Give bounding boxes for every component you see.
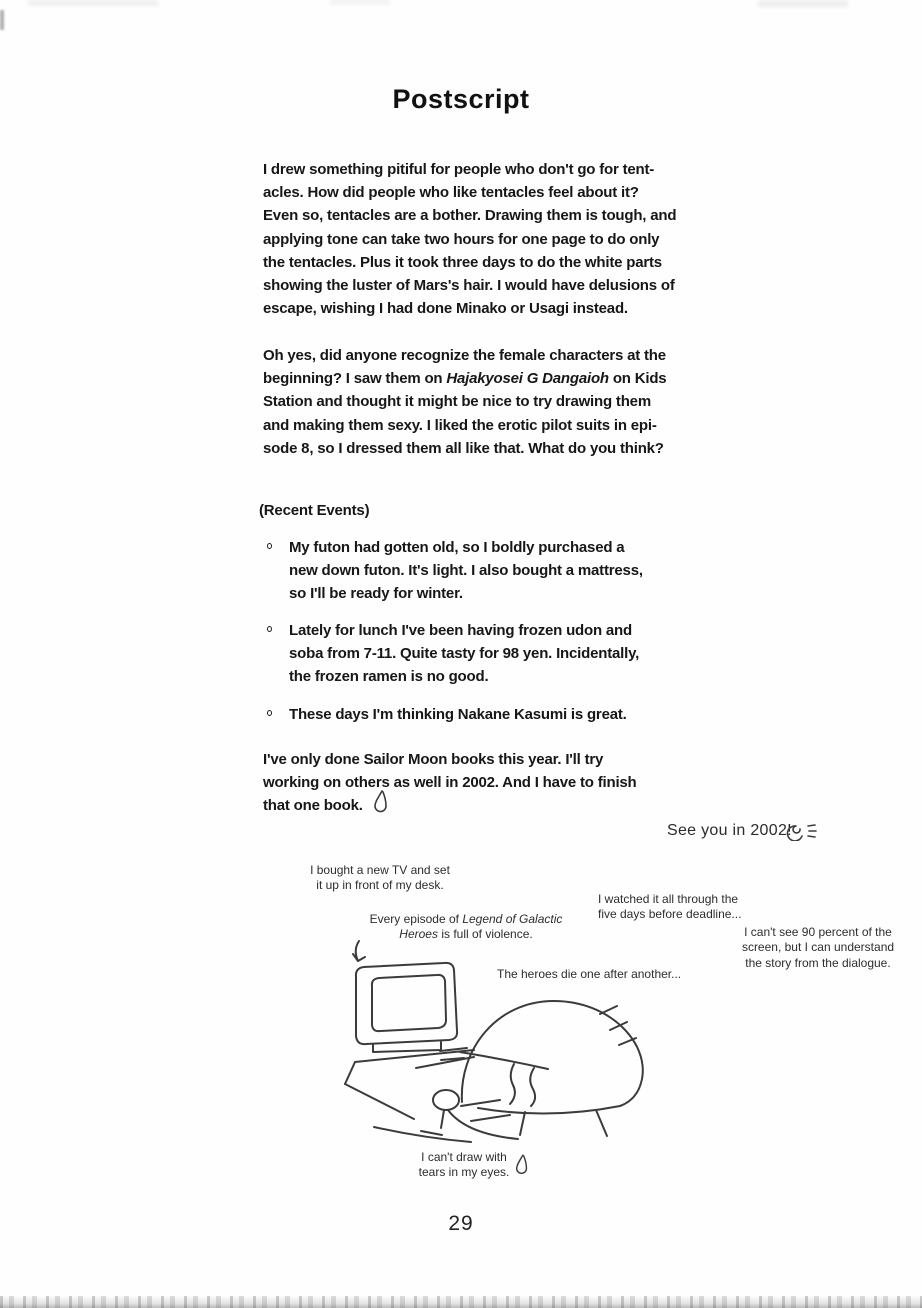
caption-tears bbox=[404, 1150, 524, 1181]
text-line: the tentacles. Plus it took three days to do the white parts bbox=[263, 253, 662, 271]
text-line: it up in front of my desk. bbox=[316, 878, 444, 893]
bullet-circle-icon bbox=[267, 710, 272, 716]
tv-sketch bbox=[356, 963, 457, 1052]
text-line: I've only done Sailor Moon books this year. I'll try bbox=[263, 751, 604, 768]
text-line: sode 8, so I dressed them all like that. What do you think? bbox=[263, 439, 664, 457]
text-line: that one book. bbox=[263, 797, 363, 815]
scan-smudge-top-center bbox=[330, 0, 390, 4]
bullet-lunch bbox=[289, 619, 639, 689]
text-line: new down futon. It's light. I also bought a mattress, bbox=[289, 562, 643, 580]
text-line: I bought a new TV and set bbox=[310, 863, 450, 877]
text-line: the story from the dialogue. bbox=[745, 955, 891, 970]
sweat-drop-icon bbox=[372, 789, 390, 813]
text-line: escape, wishing I had done Minako or Usagi instead. bbox=[263, 300, 628, 318]
paragraph-dangaioh bbox=[263, 344, 666, 460]
closing-signoff: See you in 2002! bbox=[667, 822, 792, 839]
text-segment: on Kids bbox=[608, 370, 667, 388]
bullet-circle-icon bbox=[267, 543, 272, 549]
text-line: Even so, tentacles are a bother. Drawing them is tough, and bbox=[263, 207, 677, 225]
tv-desk-artist-sketch bbox=[328, 938, 678, 1153]
text-line: I can't draw with bbox=[421, 1150, 507, 1164]
text-line: working on others as well in 2002. And I have to finish bbox=[263, 774, 637, 792]
text-line: tears in my eyes. bbox=[418, 1165, 510, 1180]
text-line: I can't see 90 percent of the bbox=[744, 925, 892, 939]
text-line: I watched it all through the bbox=[598, 892, 739, 906]
bullet-kasumi bbox=[289, 703, 627, 726]
scan-smudge-top-right bbox=[758, 0, 848, 7]
text-line: acles. How did people who like tentacles feel about it? bbox=[263, 184, 639, 202]
title-italic: Heroes bbox=[399, 927, 438, 942]
scan-mark-left-edge bbox=[0, 10, 4, 30]
artist-head-sketch bbox=[440, 1001, 643, 1136]
text-line bbox=[263, 367, 666, 390]
text-line: soba from 7-11. Quite tasty for 98 yen. Incidentally, bbox=[289, 645, 640, 663]
title-italic: Legend of Galactic bbox=[462, 912, 563, 926]
bullet-futon bbox=[289, 536, 643, 606]
text-line: Station and thought it might be nice to try drawing them bbox=[263, 393, 651, 411]
text-line: showing the luster of Mars's hair. I would have delusions of bbox=[263, 277, 675, 295]
page-title: Postscript bbox=[392, 84, 530, 114]
caption-cant-see-screen bbox=[740, 925, 896, 971]
bullet-circle-icon bbox=[267, 626, 272, 632]
text-line: five days before deadline... bbox=[598, 907, 742, 922]
caption-new-tv bbox=[296, 863, 464, 894]
arrow-icon bbox=[353, 941, 365, 961]
text-line: so I'll be ready for winter. bbox=[289, 585, 463, 603]
text-line: Oh yes, did anyone recognize the female characters at the bbox=[263, 347, 666, 364]
text-line: I drew something pitiful for people who don't go for tent- bbox=[263, 161, 655, 178]
text-segment: beginning? I saw them on bbox=[263, 370, 447, 388]
recent-events-heading: (Recent Events) bbox=[259, 502, 370, 519]
text-line: applying tone can take two hours for one page to do only bbox=[263, 230, 660, 248]
text-segment: Every episode of bbox=[369, 912, 463, 926]
text-line: Lately for lunch I've been having frozen udon and bbox=[289, 622, 632, 639]
scan-band-bottom bbox=[0, 1296, 922, 1308]
signoff-face-icon bbox=[785, 821, 817, 841]
paragraph-sailor-moon bbox=[263, 748, 637, 818]
text-line: These days I'm thinking Nakane Kasumi is great. bbox=[289, 706, 627, 723]
text-segment: is full of violence. bbox=[437, 927, 533, 942]
text-line: screen, but I can understand bbox=[741, 940, 895, 955]
scan-smudge-top-left bbox=[28, 0, 158, 6]
page-number: 29 bbox=[448, 1212, 474, 1235]
title-italic: Hajakyosei G Dangaioh bbox=[446, 370, 609, 388]
text-line bbox=[340, 912, 592, 927]
desk-sketch bbox=[345, 1050, 518, 1142]
text-line: the frozen ramen is no good. bbox=[289, 668, 489, 686]
caption-deadline bbox=[598, 892, 741, 923]
paragraph-tentacles bbox=[263, 158, 676, 320]
text-line: My futon had gotten old, so I boldly purchased a bbox=[289, 539, 625, 556]
text-line: and making them sexy. I liked the erotic pilot suits in epi- bbox=[263, 416, 657, 434]
sweat-drop-icon bbox=[514, 1153, 530, 1175]
text-line: The heroes die one after another... bbox=[497, 967, 682, 981]
